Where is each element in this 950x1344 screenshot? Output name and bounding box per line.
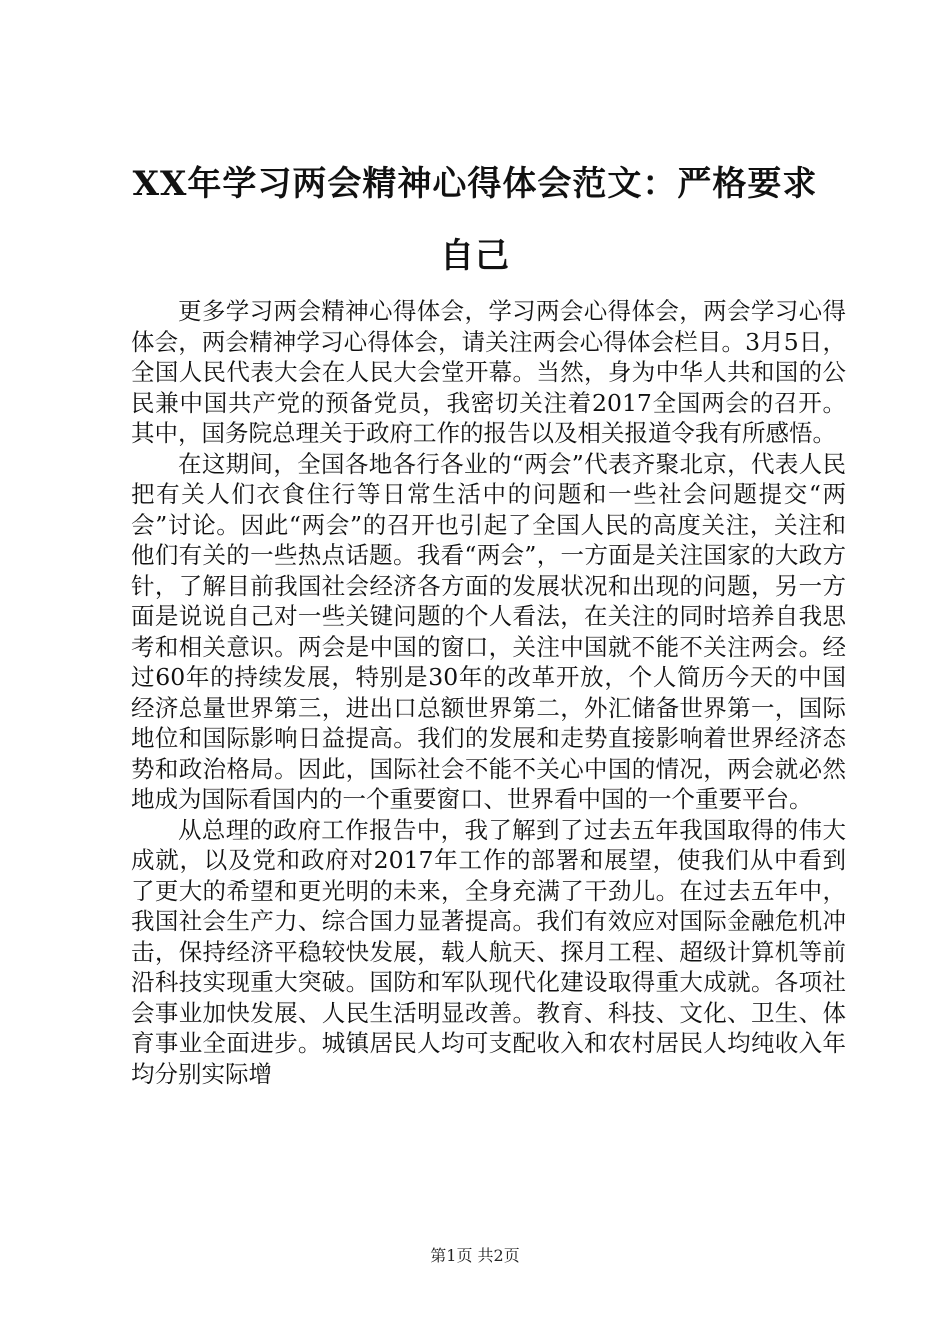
paragraph-1: 更多学习两会精神心得体会，学习两会心得体会，两会学习心得体会，两会精神学习心得体会，请关注两会心得体会栏目。3月5日，全国人民代表大会在人民大会堂开幕。当然，身为中华人共和国的公民兼中国共产党的预备党员，我密切关注着2017全国两会的召开。其中，国务院总理关于政府工作的报告以及相关报道令我有所感悟。 xyxy=(131,297,846,447)
document-title xyxy=(100,148,850,292)
title-line-2: 自己 xyxy=(440,236,510,276)
document-body xyxy=(131,296,846,1089)
paragraph-3: 从总理的政府工作报告中，我了解到了过去五年我国取得的伟大成就，以及党和政府对2017年工作的部署和展望，使我们从中看到了更大的希望和更光明的未来，全身充满了干劲儿。在过去五年中，我国社会生产力、综合国力显著提高。我们有效应对国际金融危机冲击，保持经济平稳较快发展，载人航天、探月工程、超级计算机等前沿科技实现重大突破。国防和军队现代化建设取得重大成就。各项社会事业加快发展、人民生活明显改善。教育、科技、文化、卫生、体育事业全面进步。城镇居民人均可支配收入和农村居民人均纯收入年均分别实际增 xyxy=(131,815,846,1088)
page-footer: 第1页 共2页 xyxy=(430,1246,520,1265)
title-line-1: XX年学习两会精神心得体会范文：严格要求 xyxy=(132,164,818,204)
paragraph-2: 在这期间，全国各地各行各业的“两会”代表齐聚北京，代表人民把有关人们衣食住行等日常生活中的问题和一些社会问题提交“两会”讨论。因此“两会”的召开也引起了全国人民的高度关注，关注和他们有关的一些热点话题。我看“两会”，一方面是关注国家的大政方针，了解目前我国社会经济各方面的发展状况和出现的问题，另一方面是说说自己对一些关键问题的个人看法，在关注的同时培养自我思考和相关意识。两会是中国的窗口，关注中国就不能不关注两会。经过60年的持续发展，特别是30年的改革开放，个人简历今天的中国经济总量世界第三，进出口总额世界第二，外汇储备世界第一，国际地位和国际影响日益提高。我们的发展和走势直接影响着世界经济态势和政治格局。因此，国际社会不能不关心中国的情况，两会就必然地成为国际看国内的一个重要窗口、世界看中国的一个重要平台。 xyxy=(131,449,846,813)
